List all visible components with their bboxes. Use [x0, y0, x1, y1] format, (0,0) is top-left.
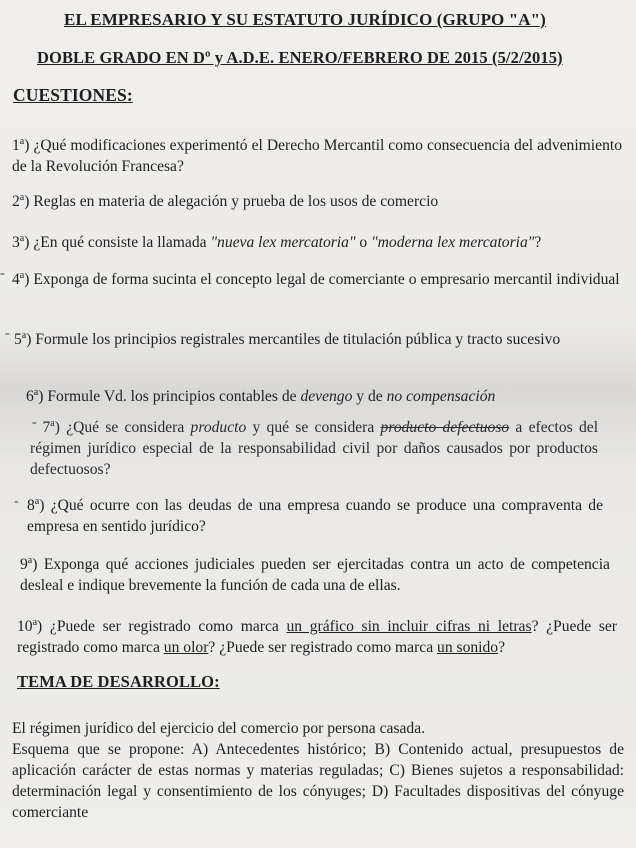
- question-3: [12, 228, 622, 253]
- italic-term: producto defectuoso: [380, 419, 510, 437]
- question-2: [12, 187, 622, 212]
- question-number: 9$^a$): [20, 555, 38, 574]
- exam-subtitle: DOBLE GRADO EN Dº y A.D.E. ENERO/FEBRERO DE 2015 (5/2/2015): [37, 48, 563, 67]
- question-7: [30, 413, 598, 480]
- question-text: ? ¿Puede ser registrado como marca: [17, 618, 617, 657]
- question-9: [20, 550, 610, 596]
- question-text: ? ¿Puede ser registrado como marca: [208, 639, 438, 657]
- tema-paragraph: El régimen jurídico del ejercicio del comercio por persona casada.: [12, 720, 426, 737]
- underlined-term: un olor: [163, 639, 209, 657]
- question-text: ?: [498, 639, 506, 657]
- question-6: [26, 382, 616, 407]
- exam-title: EL EMPRESARIO Y SU ESTATUTO JURÍDICO (GRUPO "A"): [64, 10, 546, 29]
- italic-term: no compensación: [386, 388, 496, 406]
- question-text: Formule los principios registrales mercantiles de titulación pública y tracto sucesivo: [35, 331, 561, 349]
- question-text: Reglas en materia de alegación y prueba de los usos de comercio: [33, 193, 439, 211]
- question-text: Exponga qué acciones judiciales pueden ser ejercitadas contra un acto de competencia desleal e indique brevemente la función de cada una de ellas.: [20, 556, 610, 595]
- question-text: a efectos del régimen jurídico especial de la responsabilidad civil por daños causados por productos defectuosos?: [30, 419, 599, 479]
- margin-mark: ‐: [5, 326, 10, 341]
- question-text: y de: [352, 388, 387, 406]
- italic-term: devengo: [300, 388, 353, 406]
- question-number: 6$^a$): [26, 387, 44, 406]
- question-text: ¿Qué modificaciones experimentó el Derecho Mercantil como consecuencia del advenimiento de la Revolución Francesa?: [12, 137, 622, 176]
- italic-term: "nueva lex mercatoria": [210, 234, 356, 252]
- question-number: 3$^a$): [12, 233, 30, 252]
- question-5: [14, 325, 618, 350]
- question-4: [12, 265, 624, 290]
- italic-term: "moderna lex mercatoria": [371, 234, 535, 252]
- margin-mark: ‐: [32, 415, 37, 430]
- margin-mark: ‐: [14, 494, 19, 509]
- question-number: 10$^a$): [17, 617, 43, 636]
- question-1: [12, 131, 622, 177]
- question-number: 7$^a$): [42, 418, 60, 437]
- tema-desarrollo-body: [12, 718, 624, 823]
- margin-mark: ‐: [0, 266, 5, 281]
- question-text: ¿Puede ser registrado como marca: [49, 618, 287, 636]
- question-text: Formule Vd. los principios contables de: [47, 388, 301, 406]
- question-8: [27, 491, 603, 537]
- tema-paragraph: Esquema que se propone: A) Antecedentes histórico; B) Contenido actual, presupuestos de aplicación carácter de estas normas y materias reguladas; C) Bienes sujetos a responsabilidad: determinación legal y consentimiento de los cónyuges; D) Facultades dispositivas del cónyuge comerciante: [12, 741, 624, 821]
- question-number: 4$^a$): [12, 270, 30, 289]
- underlined-term: un gráfico sin incluir cifras ni letras: [286, 618, 532, 636]
- question-text: o: [355, 234, 372, 252]
- question-text: ¿Qué se considera: [66, 419, 191, 437]
- question-number: 2$^a$): [12, 192, 30, 211]
- question-10: [17, 612, 617, 658]
- section-title-cuestiones: CUESTIONES:: [13, 85, 133, 105]
- question-text: y qué se considera: [246, 419, 381, 437]
- question-text: ?: [534, 234, 542, 252]
- question-text: ¿En qué consiste la llamada: [33, 234, 211, 252]
- question-number: 8$^a$): [27, 496, 45, 515]
- underlined-term: un sonido: [437, 639, 499, 657]
- question-text: Exponga de forma sucinta el concepto legal de comerciante o empresario mercantil individual: [33, 271, 620, 289]
- section-title-tema: TEMA DE DESARROLLO:: [17, 672, 220, 691]
- question-text: ¿Qué ocurre con las deudas de una empresa cuando se produce una compraventa de empresa en sentido jurídico?: [27, 497, 603, 536]
- italic-term: producto: [190, 419, 247, 437]
- question-number: 5$^a$): [14, 330, 32, 349]
- question-number: 1$^a$): [12, 136, 30, 155]
